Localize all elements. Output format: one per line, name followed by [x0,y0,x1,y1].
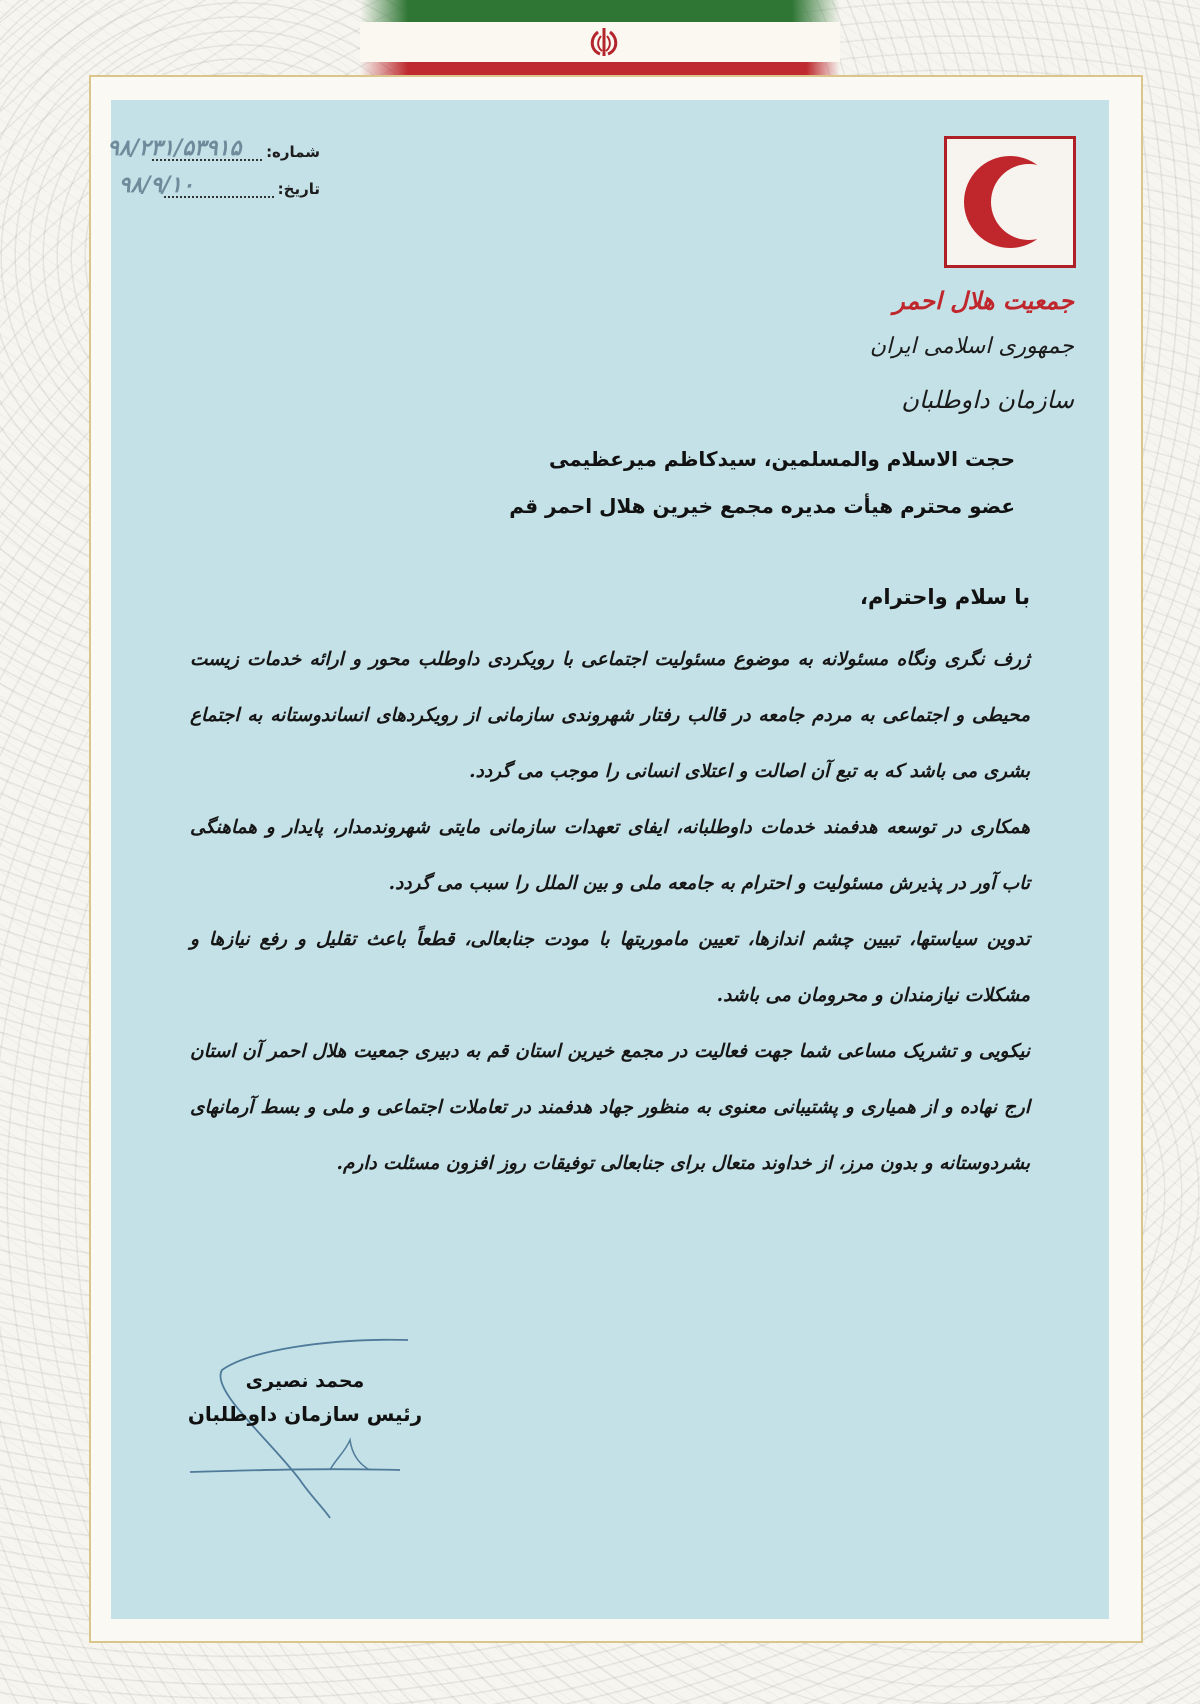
letter-date-value: ۹۸/۹/۱۰ [118,172,194,198]
body-paragraph: همکاری در توسعه هدفمند خدمات داوطلبانه، ایفای تعهدات سازمانی مایتی شهروندمدار، پایدار و هماهنگی تاب آور در پذیرش مسئولیت و احترام به جامعه ملی و بین الملل را سبب می گردد. [190,817,1030,894]
organization-country: جمهوری اسلامی ایران [869,334,1074,359]
body-paragraph: تدوین سیاستها، تبیین چشم اندازها، تعیین ماموریتها با مودت جنابعالی، قطعاً باعث تقلیل و رفع نیازها و مشکلات نیازمندان و محرومان می باشد. [190,929,1030,1006]
signature-block [180,1370,430,1426]
letter-date-row [118,172,320,198]
organization-logo [944,136,1076,268]
red-crescent-icon [947,139,1073,265]
iran-emblem-icon [586,24,622,60]
addressee-title: عضو محترم هیأت مدیره مجمع خیرین هلال احمر قم [509,494,1015,518]
salutation: با سلام واحترام، [860,585,1030,609]
signatory-name: محمد نصیری [245,1370,365,1392]
letter-date-label: تاریخ: [277,180,320,198]
organization-name: جمعیت هلال احمر [893,286,1074,315]
letter-number-value: ۹۸/۲۳۱/۵۳۹۱۵ [107,135,242,161]
letter-number-label: شماره: [266,143,320,161]
letter-number-row [107,135,320,161]
addressee-name: حجت الاسلام والمسلمین، سیدکاظم میرعظیمی [549,447,1015,471]
signatory-title: رئیس سازمان داوطلبان [187,1402,423,1426]
body-paragraph: ژرف نگری ونگاه مسئولانه به موضوع مسئولیت اجتماعی با رویکردی داوطلب محور و ارائه خدمات زیست محیطی و اجتماعی به مردم جامعه در قالب رفتار شهروندی سازمانی از رویکردهای انساندوستانه به اجتماع بشری می باشد که به تبع آن اصالت و اعتلای انسانی را موجب می گردد. [190,649,1030,782]
organization-department: سازمان داوطلبان [901,386,1074,414]
body-paragraph: نیکویی و تشریک مساعی شما جهت فعالیت در مجمع خیرین استان قم به دبیری جمعیت هلال احمر آن استان ارج نهاده و از همیاری و پشتیبانی معنوی به منظور جهاد هدفمند در تعاملات اجتماعی و ملی و بسط آرمانهای بشردوستانه و بدون مرز، از خداوند متعال برای جنابعالی توفیقات روز افزون مسئلت دارم. [190,1041,1030,1174]
letter-body [190,632,1030,1192]
flag-green-stripe [360,0,840,22]
